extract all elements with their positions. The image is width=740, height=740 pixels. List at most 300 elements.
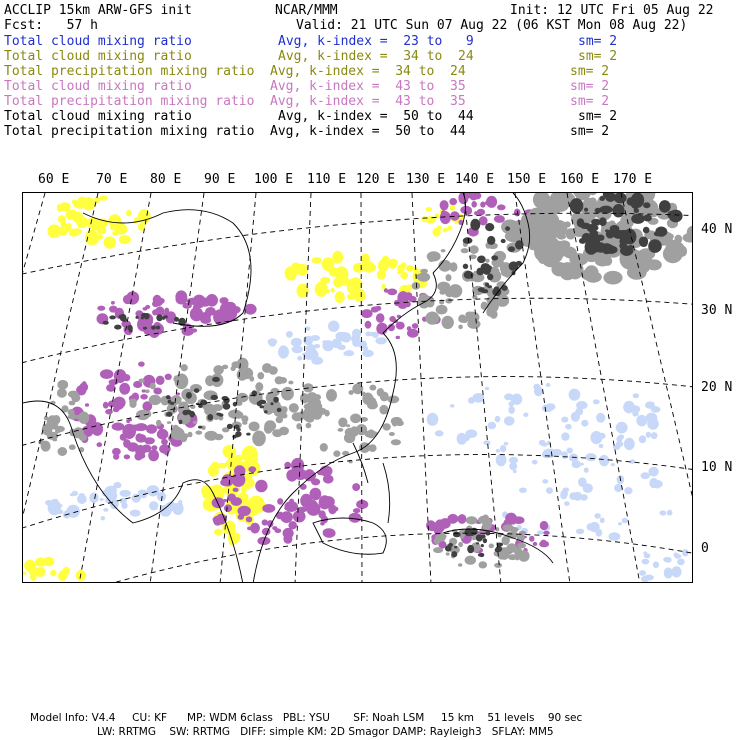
high-cloud-blob xyxy=(288,381,293,385)
low-cloud-blob xyxy=(593,399,600,404)
legend-avg: Avg, k-index = 34 to 24 xyxy=(270,64,466,79)
high-cloud-blob xyxy=(188,432,193,438)
low-cloud-blob xyxy=(177,503,183,510)
mid-precip-blob xyxy=(310,488,322,501)
low-cloud-blob xyxy=(576,401,587,409)
low-cloud-blob xyxy=(508,406,515,414)
high-cloud-blob xyxy=(305,411,311,416)
low-cloud-blob xyxy=(651,432,658,439)
low-cloud-blob xyxy=(297,356,302,361)
legend-field: Total precipitation mixing ratio xyxy=(4,124,255,139)
high-precip-blob xyxy=(631,214,645,224)
low-cloud-blob xyxy=(48,499,61,515)
high-precip-blob xyxy=(634,208,639,213)
low-cloud-blob xyxy=(322,340,327,344)
legend-field: Total cloud mixing ratio xyxy=(4,79,192,94)
high-cloud-blob xyxy=(249,376,254,382)
lon-label: 90 E xyxy=(204,172,236,187)
mid-precip-blob xyxy=(112,423,125,431)
low-cloud-blob xyxy=(682,549,689,556)
low-cloud-blob xyxy=(488,422,497,429)
high-cloud-blob xyxy=(362,393,373,405)
low-cloud-blob xyxy=(291,338,302,347)
low-cloud-blob xyxy=(504,416,515,425)
lon-label: 140 E xyxy=(455,172,495,187)
high-cloud-blob xyxy=(304,403,315,410)
mid-precip-blob xyxy=(323,529,336,538)
low-cloud-blob xyxy=(561,417,568,423)
mid-cloud-blob xyxy=(58,215,66,223)
high-cloud-blob xyxy=(257,372,264,379)
high-cloud-blob xyxy=(489,544,494,549)
lon-label: 120 E xyxy=(356,172,396,187)
high-precip-blob xyxy=(141,317,144,320)
high-precip-blob xyxy=(129,330,133,333)
high-cloud-blob xyxy=(346,424,350,427)
mid-precip-blob xyxy=(371,306,379,312)
mid-precip-blob xyxy=(376,313,385,323)
low-cloud-blob xyxy=(677,559,685,566)
mid-precip-blob xyxy=(145,305,150,309)
mid-precip-blob xyxy=(140,394,148,400)
mid-precip-blob xyxy=(246,516,252,522)
mid-precip-blob xyxy=(153,295,162,305)
high-cloud-blob xyxy=(326,389,337,402)
high-cloud-blob xyxy=(494,563,502,568)
low-cloud-blob xyxy=(100,498,104,501)
high-cloud-blob xyxy=(519,220,527,229)
high-cloud-blob xyxy=(175,374,189,390)
high-cloud-blob xyxy=(55,426,65,432)
low-cloud-blob xyxy=(641,576,649,582)
mid-cloud-blob xyxy=(103,236,116,249)
high-cloud-blob xyxy=(181,364,188,371)
high-precip-blob xyxy=(164,315,168,318)
low-cloud-blob xyxy=(561,451,568,459)
mid-precip-blob xyxy=(100,369,113,379)
lon-label: 130 E xyxy=(406,172,446,187)
legend-avg: Avg, k-index = 50 to 44 xyxy=(278,109,474,124)
high-precip-blob xyxy=(481,544,484,547)
low-cloud-blob xyxy=(609,532,621,541)
high-precip-blob xyxy=(223,403,231,410)
high-precip-blob xyxy=(227,424,233,429)
low-cloud-blob xyxy=(651,406,661,413)
high-cloud-blob xyxy=(485,259,489,263)
mid-precip-blob xyxy=(405,292,412,297)
high-cloud-blob xyxy=(458,325,463,330)
high-cloud-blob xyxy=(517,543,526,549)
low-cloud-blob xyxy=(596,413,605,423)
low-cloud-blob xyxy=(633,393,639,398)
low-cloud-blob xyxy=(427,413,439,426)
map-panel xyxy=(22,192,693,583)
legend-avg: Avg, k-index = 23 to 9 xyxy=(278,34,474,49)
mid-precip-blob xyxy=(97,306,105,311)
high-cloud-blob xyxy=(367,429,376,438)
high-precip-blob xyxy=(463,237,473,244)
high-cloud-blob xyxy=(57,388,67,398)
lon-label: 150 E xyxy=(507,172,547,187)
low-cloud-blob xyxy=(660,510,667,515)
mid-precip-blob xyxy=(320,522,324,526)
high-precip-blob xyxy=(585,239,598,254)
low-cloud-blob xyxy=(600,518,605,524)
mid-precip-blob xyxy=(365,321,372,329)
mid-precip-blob xyxy=(262,519,268,525)
high-cloud-blob xyxy=(193,421,197,424)
mid-precip-blob xyxy=(213,516,224,524)
legend-field: Total precipitation mixing ratio xyxy=(4,64,255,79)
mid-cloud-blob xyxy=(119,235,131,244)
forecast-hour: Fcst: 57 h xyxy=(4,18,98,33)
mid-precip-blob xyxy=(114,369,127,383)
legend-sm: sm= 2 xyxy=(570,64,610,79)
high-cloud-blob xyxy=(605,275,611,280)
mid-precip-blob xyxy=(539,541,549,548)
high-cloud-blob xyxy=(446,552,450,555)
high-cloud-blob xyxy=(69,444,76,450)
high-cloud-blob xyxy=(338,428,344,432)
high-cloud-blob xyxy=(339,419,347,426)
low-cloud-blob xyxy=(639,435,646,443)
high-cloud-blob xyxy=(465,556,476,565)
high-cloud-blob xyxy=(150,383,156,390)
mid-cloud-blob xyxy=(388,259,398,268)
low-cloud-blob xyxy=(286,331,293,338)
low-cloud-blob xyxy=(362,350,374,357)
mid-precip-blob xyxy=(119,383,130,395)
high-precip-blob xyxy=(208,414,214,420)
mid-cloud-blob xyxy=(110,224,117,230)
high-precip-blob xyxy=(454,546,457,549)
high-precip-blob xyxy=(135,316,138,319)
high-precip-blob xyxy=(216,413,221,416)
legend-sm: sm= 2 xyxy=(570,94,610,109)
low-cloud-blob xyxy=(624,438,635,450)
mid-cloud-blob xyxy=(58,226,68,235)
mid-precip-blob xyxy=(103,402,109,409)
high-precip-blob xyxy=(619,242,627,249)
low-cloud-blob xyxy=(532,460,538,465)
low-cloud-blob xyxy=(671,566,681,577)
mid-cloud-blob xyxy=(72,228,82,234)
high-precip-blob xyxy=(156,314,162,321)
low-cloud-blob xyxy=(138,490,147,496)
mid-precip-blob xyxy=(540,521,549,530)
high-precip-blob xyxy=(485,223,494,231)
lon-label: 160 E xyxy=(560,172,600,187)
mid-precip-blob xyxy=(396,336,401,339)
mid-precip-blob xyxy=(353,508,361,513)
low-cloud-blob xyxy=(561,432,569,440)
mid-precip-blob xyxy=(175,290,187,303)
low-cloud-blob xyxy=(523,413,528,418)
high-precip-blob xyxy=(610,225,620,232)
low-cloud-blob xyxy=(618,522,622,525)
mid-precip-blob xyxy=(286,469,297,481)
mid-cloud-blob xyxy=(361,253,371,264)
high-precip-blob xyxy=(234,425,239,430)
high-precip-blob xyxy=(599,206,612,214)
high-precip-blob xyxy=(496,546,503,552)
model-info-line1: Model Info: V4.4 CU: KF MP: WDM 6class PBL: YSU SF: Noah LSM 15 km 51 levels 90 sec xyxy=(30,712,583,724)
high-cloud-blob xyxy=(442,316,454,329)
mid-precip-blob xyxy=(514,209,521,217)
high-cloud-blob xyxy=(438,260,451,272)
low-cloud-blob xyxy=(513,470,517,473)
high-precip-blob xyxy=(472,221,479,226)
mid-cloud-blob xyxy=(449,205,455,211)
low-cloud-blob xyxy=(599,444,604,448)
low-cloud-blob xyxy=(565,424,572,430)
high-cloud-blob xyxy=(389,432,395,436)
high-cloud-blob xyxy=(383,423,391,430)
high-precip-blob xyxy=(617,230,626,238)
low-cloud-blob xyxy=(312,359,316,363)
high-cloud-blob xyxy=(519,531,527,536)
high-cloud-blob xyxy=(275,376,284,384)
high-cloud-blob xyxy=(349,390,354,395)
low-cloud-blob xyxy=(500,445,506,452)
mid-precip-blob xyxy=(280,511,293,523)
high-cloud-blob xyxy=(433,547,443,553)
mid-cloud-blob xyxy=(214,529,223,536)
low-cloud-blob xyxy=(569,389,581,401)
high-precip-blob xyxy=(643,227,650,234)
high-precip-blob xyxy=(599,196,605,201)
mid-precip-blob xyxy=(148,450,159,462)
mid-precip-blob xyxy=(300,484,307,490)
low-cloud-blob xyxy=(546,487,553,494)
high-cloud-blob xyxy=(566,247,574,255)
mid-precip-blob xyxy=(449,198,457,205)
high-cloud-blob xyxy=(420,269,428,274)
mid-cloud-blob xyxy=(286,268,293,273)
low-cloud-blob xyxy=(509,462,517,470)
high-precip-blob xyxy=(612,204,624,217)
mid-precip-blob xyxy=(248,466,256,472)
low-cloud-blob xyxy=(564,501,570,506)
low-cloud-blob xyxy=(571,412,580,422)
mid-cloud-blob xyxy=(78,197,87,205)
high-precip-blob xyxy=(627,245,634,249)
low-cloud-blob xyxy=(292,346,303,354)
lat-label: 20 N xyxy=(701,380,733,395)
mid-cloud-blob xyxy=(400,272,408,279)
high-cloud-blob xyxy=(512,527,519,532)
mid-precip-blob xyxy=(161,439,168,445)
low-cloud-blob xyxy=(537,530,543,534)
low-cloud-blob xyxy=(332,323,339,330)
high-cloud-blob xyxy=(490,310,498,319)
low-cloud-blob xyxy=(642,559,650,565)
high-cloud-blob xyxy=(289,403,299,413)
legend-sm: sm= 2 xyxy=(578,109,618,124)
lon-label: 170 E xyxy=(613,172,653,187)
legend-avg: Avg, k-index = 43 to 35 xyxy=(270,94,466,109)
legend-sm: sm= 2 xyxy=(570,124,610,139)
low-cloud-blob xyxy=(496,454,507,467)
high-precip-blob xyxy=(114,325,121,330)
mid-cloud-blob xyxy=(234,455,244,461)
high-cloud-blob xyxy=(281,387,294,401)
high-cloud-blob xyxy=(195,431,202,435)
high-cloud-blob xyxy=(595,256,610,267)
mid-cloud-blob xyxy=(69,212,78,220)
low-cloud-blob xyxy=(663,557,671,562)
mid-precip-blob xyxy=(247,527,252,531)
legend-field: Total cloud mixing ratio xyxy=(4,109,192,124)
high-precip-blob xyxy=(478,287,485,292)
mid-cloud-blob xyxy=(218,488,222,493)
high-precip-blob xyxy=(448,543,453,547)
mid-precip-blob xyxy=(124,454,130,459)
mid-precip-blob xyxy=(376,323,387,335)
low-cloud-blob xyxy=(541,442,547,446)
high-cloud-blob xyxy=(674,235,682,244)
mid-precip-blob xyxy=(105,409,113,414)
high-cloud-blob xyxy=(205,431,218,441)
low-cloud-blob xyxy=(581,420,588,427)
high-precip-blob xyxy=(211,395,218,400)
high-cloud-blob xyxy=(306,416,314,423)
high-cloud-blob xyxy=(485,521,493,529)
init-time: Init: 12 UTC Fri 05 Aug 22 xyxy=(510,3,714,18)
mid-precip-blob xyxy=(387,289,397,296)
high-cloud-blob xyxy=(255,382,263,391)
high-cloud-blob xyxy=(75,415,81,419)
low-cloud-blob xyxy=(650,402,654,406)
high-cloud-blob xyxy=(236,393,248,403)
low-cloud-blob xyxy=(622,518,628,524)
high-precip-blob xyxy=(584,208,588,212)
mid-precip-blob xyxy=(396,322,405,330)
mid-precip-blob xyxy=(352,483,360,491)
high-cloud-blob xyxy=(426,298,435,308)
high-precip-blob xyxy=(453,532,461,538)
low-cloud-blob xyxy=(641,472,650,479)
mid-precip-blob xyxy=(113,455,117,458)
high-cloud-blob xyxy=(68,415,75,420)
low-cloud-blob xyxy=(89,492,98,503)
low-cloud-blob xyxy=(435,430,444,436)
mid-cloud-blob xyxy=(29,568,34,573)
mid-precip-blob xyxy=(277,498,283,505)
mid-precip-blob xyxy=(165,374,172,380)
mid-precip-blob xyxy=(220,297,229,304)
mid-precip-blob xyxy=(137,318,148,331)
high-cloud-blob xyxy=(369,444,377,452)
high-cloud-blob xyxy=(279,427,289,436)
mid-cloud-blob xyxy=(249,496,264,507)
low-cloud-blob xyxy=(79,493,85,497)
mid-precip-blob xyxy=(480,202,485,208)
low-cloud-blob xyxy=(120,490,131,497)
mid-precip-blob xyxy=(85,403,89,407)
mid-precip-blob xyxy=(459,517,465,521)
high-cloud-blob xyxy=(242,421,247,425)
mid-cloud-blob xyxy=(386,257,390,261)
low-cloud-blob xyxy=(594,513,600,519)
low-cloud-blob xyxy=(599,455,609,466)
high-cloud-blob xyxy=(344,433,355,443)
mid-precip-blob xyxy=(333,507,339,512)
mid-precip-blob xyxy=(272,526,277,530)
mid-precip-blob xyxy=(146,424,157,433)
mid-precip-blob xyxy=(233,488,239,492)
high-cloud-blob xyxy=(416,274,421,279)
mid-cloud-blob xyxy=(91,235,99,244)
low-cloud-blob xyxy=(598,433,606,439)
high-cloud-blob xyxy=(264,420,276,431)
low-cloud-blob xyxy=(632,410,637,416)
high-precip-blob xyxy=(477,256,486,264)
high-cloud-blob xyxy=(446,274,452,281)
mid-cloud-blob xyxy=(40,567,44,571)
high-cloud-blob xyxy=(387,396,399,404)
high-precip-blob xyxy=(485,283,489,287)
high-precip-blob xyxy=(655,227,667,237)
high-precip-blob xyxy=(246,433,250,436)
mid-precip-blob xyxy=(494,215,505,223)
low-cloud-blob xyxy=(655,484,660,489)
high-precip-blob xyxy=(505,226,510,231)
low-cloud-blob xyxy=(584,468,589,473)
high-cloud-blob xyxy=(466,516,478,524)
high-precip-blob xyxy=(579,238,586,244)
high-precip-blob xyxy=(182,410,188,415)
high-cloud-blob xyxy=(472,537,476,540)
high-precip-blob xyxy=(463,264,468,269)
high-cloud-blob xyxy=(449,284,463,298)
high-cloud-blob xyxy=(540,226,551,235)
mid-precip-blob xyxy=(533,542,538,546)
low-cloud-blob xyxy=(358,341,367,349)
high-precip-blob xyxy=(467,545,474,553)
high-cloud-blob xyxy=(442,535,446,538)
mid-cloud-blob xyxy=(250,456,258,462)
high-precip-blob xyxy=(587,224,597,232)
mid-precip-blob xyxy=(529,536,534,542)
high-cloud-blob xyxy=(566,262,582,273)
mid-cloud-blob xyxy=(222,522,235,535)
high-cloud-blob xyxy=(41,441,51,452)
low-cloud-blob xyxy=(337,345,345,351)
mid-precip-blob xyxy=(200,316,211,324)
mid-cloud-blob xyxy=(23,572,27,575)
low-cloud-blob xyxy=(547,449,554,453)
mid-precip-blob xyxy=(183,303,192,309)
high-precip-blob xyxy=(517,246,521,250)
high-precip-blob xyxy=(640,241,648,247)
high-cloud-blob xyxy=(52,438,57,441)
mid-cloud-blob xyxy=(50,570,56,577)
mid-cloud-blob xyxy=(63,567,70,575)
high-precip-blob xyxy=(235,434,239,437)
low-cloud-blob xyxy=(149,501,158,510)
high-cloud-blob xyxy=(434,538,441,545)
mid-precip-blob xyxy=(231,306,239,313)
high-precip-blob xyxy=(223,397,229,403)
high-cloud-blob xyxy=(445,298,452,303)
low-cloud-blob xyxy=(473,393,485,403)
high-precip-blob xyxy=(212,377,220,382)
mid-precip-blob xyxy=(428,522,439,529)
mid-precip-blob xyxy=(505,513,517,525)
mid-cloud-blob xyxy=(99,195,107,201)
mid-precip-blob xyxy=(543,531,550,535)
